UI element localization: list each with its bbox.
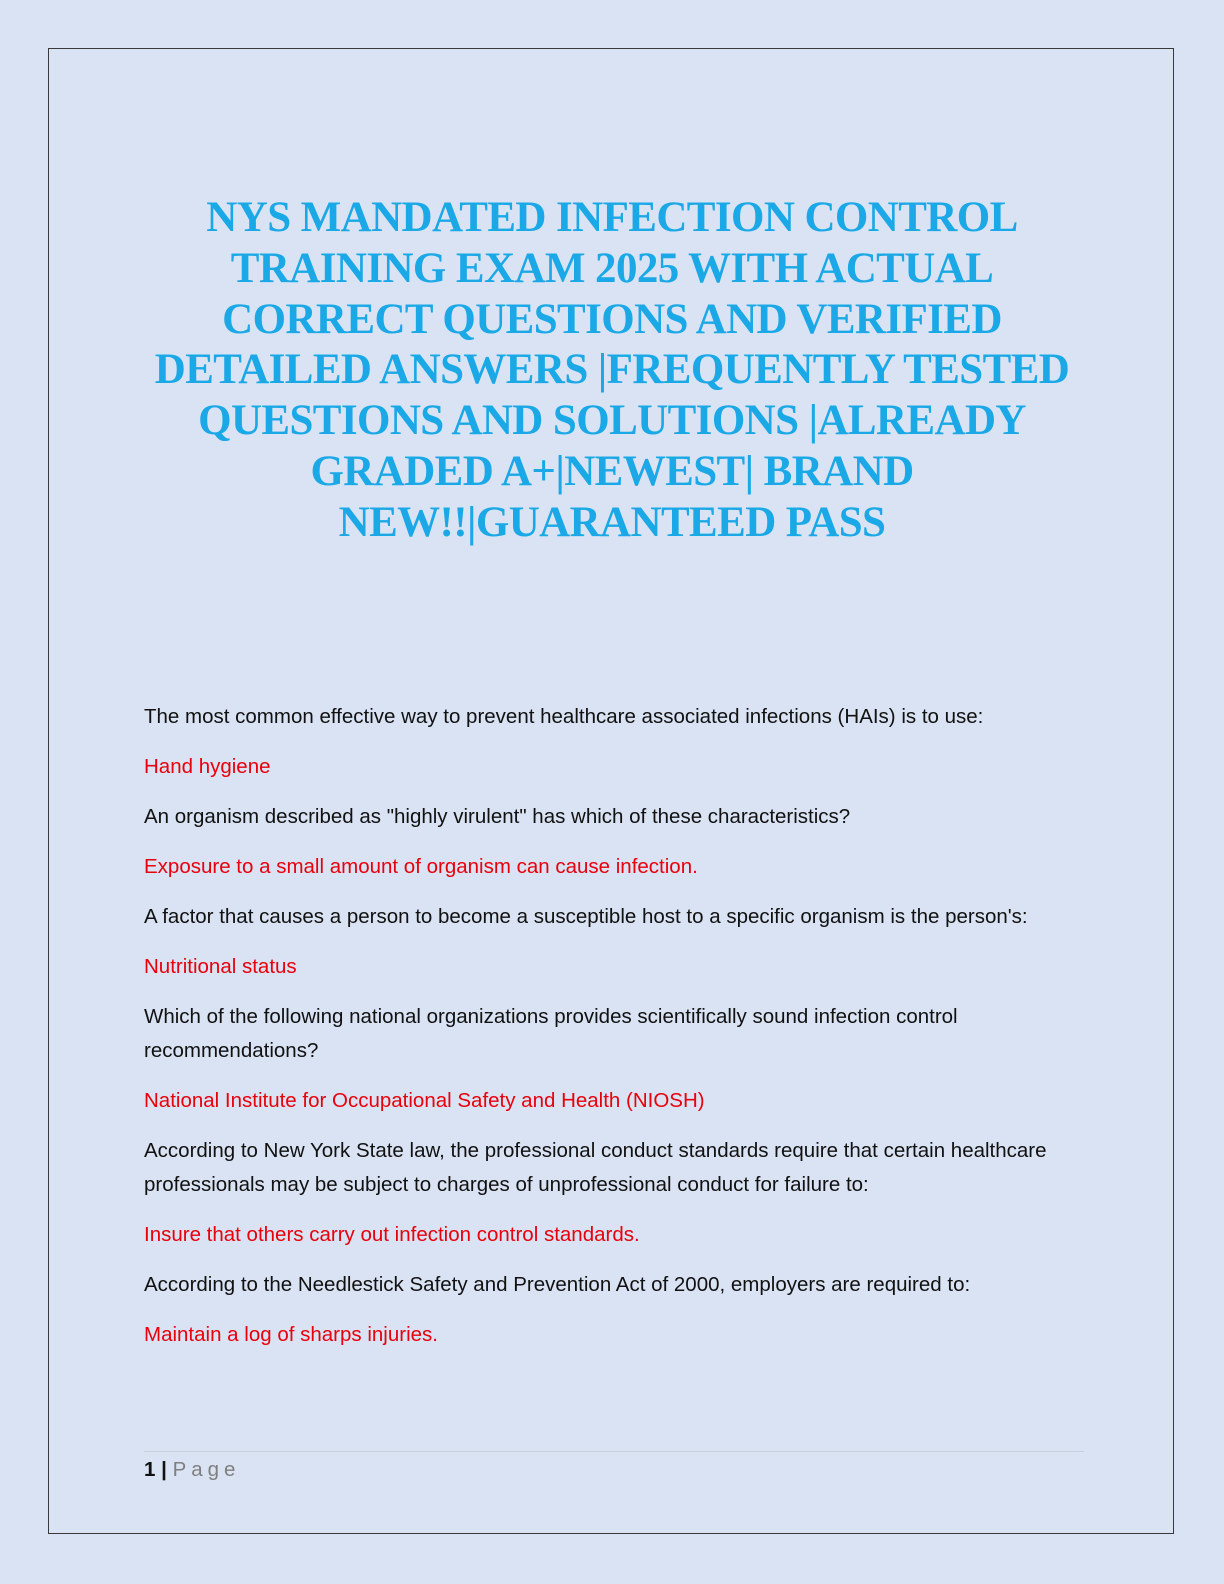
qa-list	[144, 700, 1074, 1368]
question-5: According to New York State law, the professional conduct standards require that certain healthcare professionals may be subject to charges of unprofessional conduct for failure to:	[144, 1139, 1047, 1196]
footer-divider	[144, 1451, 1084, 1452]
question-4: Which of the following national organizations provides scientifically sound infection control recommendations?	[144, 1005, 958, 1062]
answer-6: Maintain a log of sharps injuries.	[144, 1323, 438, 1346]
page-label: Page	[172, 1458, 241, 1481]
question-6: According to the Needlestick Safety and Prevention Act of 2000, employers are required to:	[144, 1273, 971, 1296]
answer-4: National Institute for Occupational Safety and Health (NIOSH)	[144, 1089, 705, 1112]
document-title: NYS MANDATED INFECTION CONTROL TRAINING EXAM 2025 WITH ACTUAL CORRECT QUESTIONS AND VERIFIED DETAILED ANSWERS |FREQUENTLY TESTED QUESTIONS AND SOLUTIONS |ALREADY GRADED A+|NEWEST| BRAND NEW!!|GUARANTEED PASS	[154, 194, 1070, 546]
answer-1: Hand hygiene	[144, 755, 271, 778]
question-3: A factor that causes a person to become a susceptible host to a specific organism is the person's:	[144, 905, 1028, 928]
question-1: The most common effective way to prevent healthcare associated infections (HAIs) is to use:	[144, 705, 984, 728]
answer-5: Insure that others carry out infection control standards.	[144, 1223, 640, 1246]
question-2: An organism described as "highly virulent" has which of these characteristics?	[144, 805, 851, 828]
answer-3: Nutritional status	[144, 955, 297, 978]
page-footer	[144, 1455, 240, 1485]
answer-2: Exposure to a small amount of organism can cause infection.	[144, 855, 698, 878]
footer-separator: |	[161, 1458, 167, 1481]
page-number: 1	[144, 1458, 156, 1481]
